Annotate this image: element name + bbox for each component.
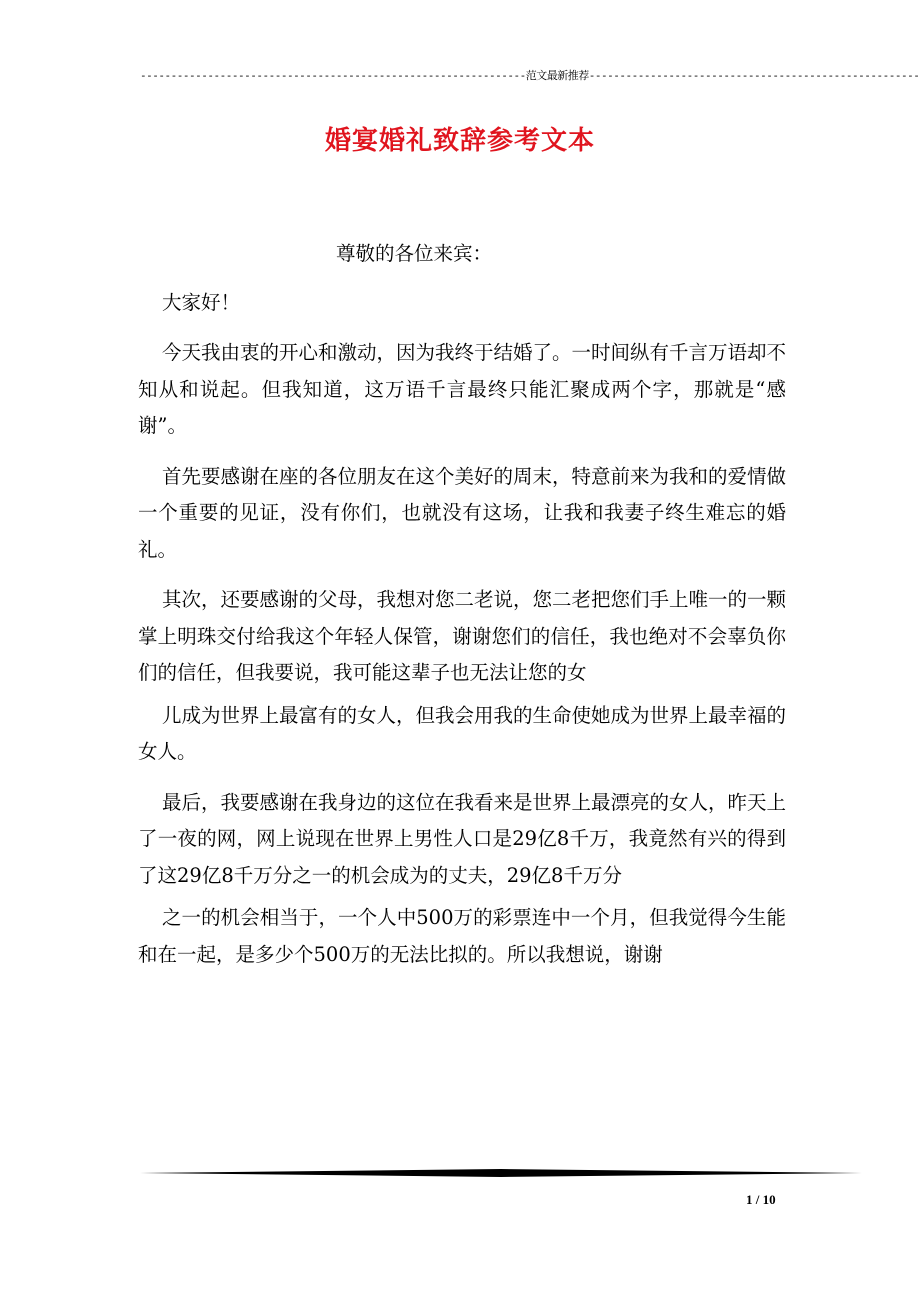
paragraph-intro: 今天我由衷的开心和激动，因为我终于结婚了。一时间纵有千言万语却不知从和说起。但我知道，这万语千言最终只能汇聚成两个字，那就是“感谢”。 [138, 341, 787, 437]
paragraph-thanks-wife-cont: 之一的机会相当于，一个人中500万的彩票连中一个月，但我觉得今生能和在一起，是多少个500万的无法比拟的。所以我想说，谢谢 [138, 906, 786, 966]
document-title: 婚宴婚礼致辞参考文本 [324, 126, 595, 156]
paragraph-hello: 大家好！ [162, 290, 241, 314]
header-banner: ---------------------------------------------------------------范文最新推荐------------------------------------------------------ [140, 69, 920, 82]
footer-divider [140, 1166, 862, 1180]
document-body [138, 236, 786, 987]
paragraph-thanks-parents: 其次，还要感谢的父母，我想对您二老说，您二老把您们手上唯一的一颗掌上明珠交付给我这个年轻人保管，谢谢您们的信任，我也绝对不会辜负你们的信任，但我要说，我可能这辈子也无法让您的女 [138, 588, 787, 684]
paragraph-thanks-parents-cont: 儿成为世界上最富有的女人，但我会用我的生命使她成为世界上最幸福的女人。 [138, 703, 787, 763]
paragraph-thanks-friends: 首先要感谢在座的各位朋友在这个美好的周末，特意前来为我和的爱情做一个重要的见证，没有你们，也就没有这场，让我和我妻子终生难忘的婚礼。 [138, 464, 787, 561]
paragraph-thanks-wife: 最后，我要感谢在我身边的这位在我看来是世界上最漂亮的女人，昨天上了一夜的网，网上说现在世界上男性人口是29亿8千万，我竟然有兴的得到了这29亿8千万分之一的机会成为的丈夫，29亿8千万分 [138, 790, 787, 887]
page-number: 1 / 10 [746, 1192, 776, 1207]
greeting: 尊敬的各位来宾： [336, 242, 493, 265]
